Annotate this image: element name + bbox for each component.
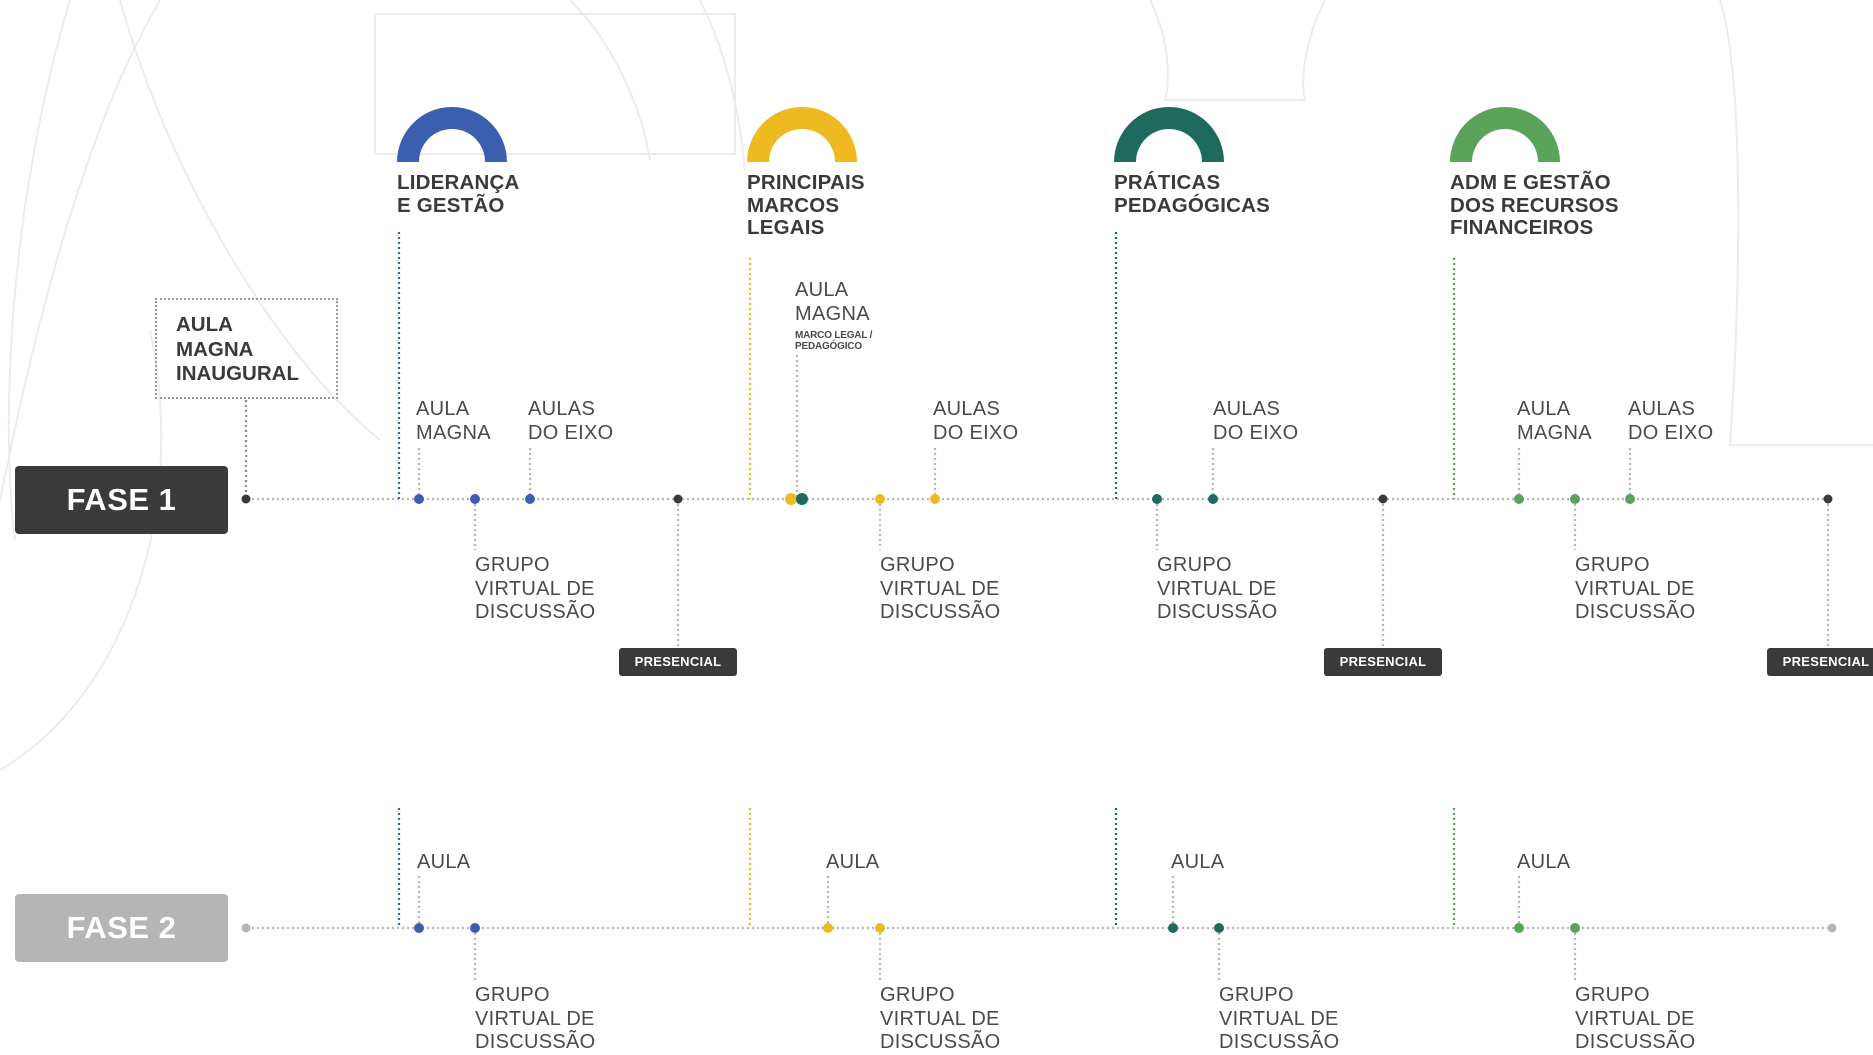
m2-grupo-label: GRUPO VIRTUAL DE DISCUSSÃO	[880, 554, 1001, 623]
inaugural-box-text: AULA MAGNA INAUGURAL	[176, 313, 299, 385]
m4-p2-aula-label: AULA	[1517, 851, 1571, 873]
m3-p2-grupo-label: GRUPO VIRTUAL DE DISCUSSÃO	[1219, 984, 1340, 1053]
module-2-arch-icon	[747, 107, 857, 162]
m1-aula-magna-label: AULA MAGNA	[416, 398, 491, 444]
presencial-3-badge: PRESENCIAL	[1767, 648, 1873, 676]
m4-grupo-label: GRUPO VIRTUAL DE DISCUSSÃO	[1575, 554, 1696, 623]
m3-grupo-point	[1152, 494, 1162, 504]
m1-grupo-label: GRUPO VIRTUAL DE DISCUSSÃO	[475, 554, 596, 623]
m3-aulas-eixo-label: AULAS DO EIXO	[1213, 398, 1299, 444]
presencial-1-badge: PRESENCIAL	[619, 648, 737, 676]
m2-aula-magna-label: AULA MAGNA	[795, 279, 870, 325]
m2-aula-magna-sublabel: MARCO LEGAL / PEDAGÓGICO	[795, 330, 873, 352]
m2-p2-aula-point	[823, 923, 833, 933]
m3-aulas-eixo-point	[1208, 494, 1218, 504]
module-1-arch-icon	[397, 107, 507, 162]
module-2-title: PRINCIPAIS MARCOS LEGAIS	[747, 171, 865, 239]
presencial-2-point	[1379, 495, 1388, 504]
module-4-arch-icon	[1450, 107, 1560, 162]
phase-2-label: FASE 2	[66, 910, 177, 945]
m1-p2-aula-label: AULA	[417, 851, 471, 873]
m1-p2-aula-point	[414, 923, 424, 933]
module-3-arch-icon	[1114, 107, 1224, 162]
m4-grupo-point	[1570, 494, 1580, 504]
m2-p2-grupo-label: GRUPO VIRTUAL DE DISCUSSÃO	[880, 984, 1001, 1053]
m4-p2-grupo-label: GRUPO VIRTUAL DE DISCUSSÃO	[1575, 984, 1696, 1053]
m4-aula-magna-point	[1514, 494, 1524, 504]
phase-1-label: FASE 1	[66, 482, 177, 517]
phase-1-start-point	[242, 495, 251, 504]
m1-grupo-point	[470, 494, 480, 504]
m2-p2-aula-label: AULA	[826, 851, 880, 873]
presencial-3-point	[1824, 495, 1833, 504]
m1-p2-grupo-label: GRUPO VIRTUAL DE DISCUSSÃO	[475, 984, 596, 1053]
m2-aula-magna-point-teal	[796, 493, 808, 505]
presencial-2-badge: PRESENCIAL	[1324, 648, 1442, 676]
m3-p2-aula-point	[1168, 923, 1178, 933]
m2-p2-grupo-point	[875, 923, 885, 933]
m2-aula-magna-point-yellow	[785, 493, 797, 505]
m2-aulas-eixo-label: AULAS DO EIXO	[933, 398, 1019, 444]
m2-grupo-point	[875, 494, 885, 504]
module-4-title: ADM E GESTÃO DOS RECURSOS FINANCEIROS	[1450, 171, 1619, 239]
m4-p2-grupo-point	[1570, 923, 1580, 933]
m1-aula-magna-point	[414, 494, 424, 504]
phase-2-start-point	[242, 924, 251, 933]
m4-aulas-eixo-point	[1625, 494, 1635, 504]
module-3-title: PRÁTICAS PEDAGÓGICAS	[1114, 171, 1270, 217]
module-1-title: LIDERANÇA E GESTÃO	[397, 171, 520, 217]
m3-p2-aula-label: AULA	[1171, 851, 1225, 873]
m3-p2-grupo-point	[1214, 923, 1224, 933]
m3-grupo-label: GRUPO VIRTUAL DE DISCUSSÃO	[1157, 554, 1278, 623]
m2-aulas-eixo-point	[930, 494, 940, 504]
phase-2-end-point	[1828, 924, 1837, 933]
m1-p2-grupo-point	[470, 923, 480, 933]
m1-aulas-eixo-label: AULAS DO EIXO	[528, 398, 614, 444]
presencial-1-point	[674, 495, 683, 504]
m4-aula-magna-label: AULA MAGNA	[1517, 398, 1592, 444]
m1-aulas-eixo-point	[525, 494, 535, 504]
m4-aulas-eixo-label: AULAS DO EIXO	[1628, 398, 1714, 444]
m4-p2-aula-point	[1514, 923, 1524, 933]
